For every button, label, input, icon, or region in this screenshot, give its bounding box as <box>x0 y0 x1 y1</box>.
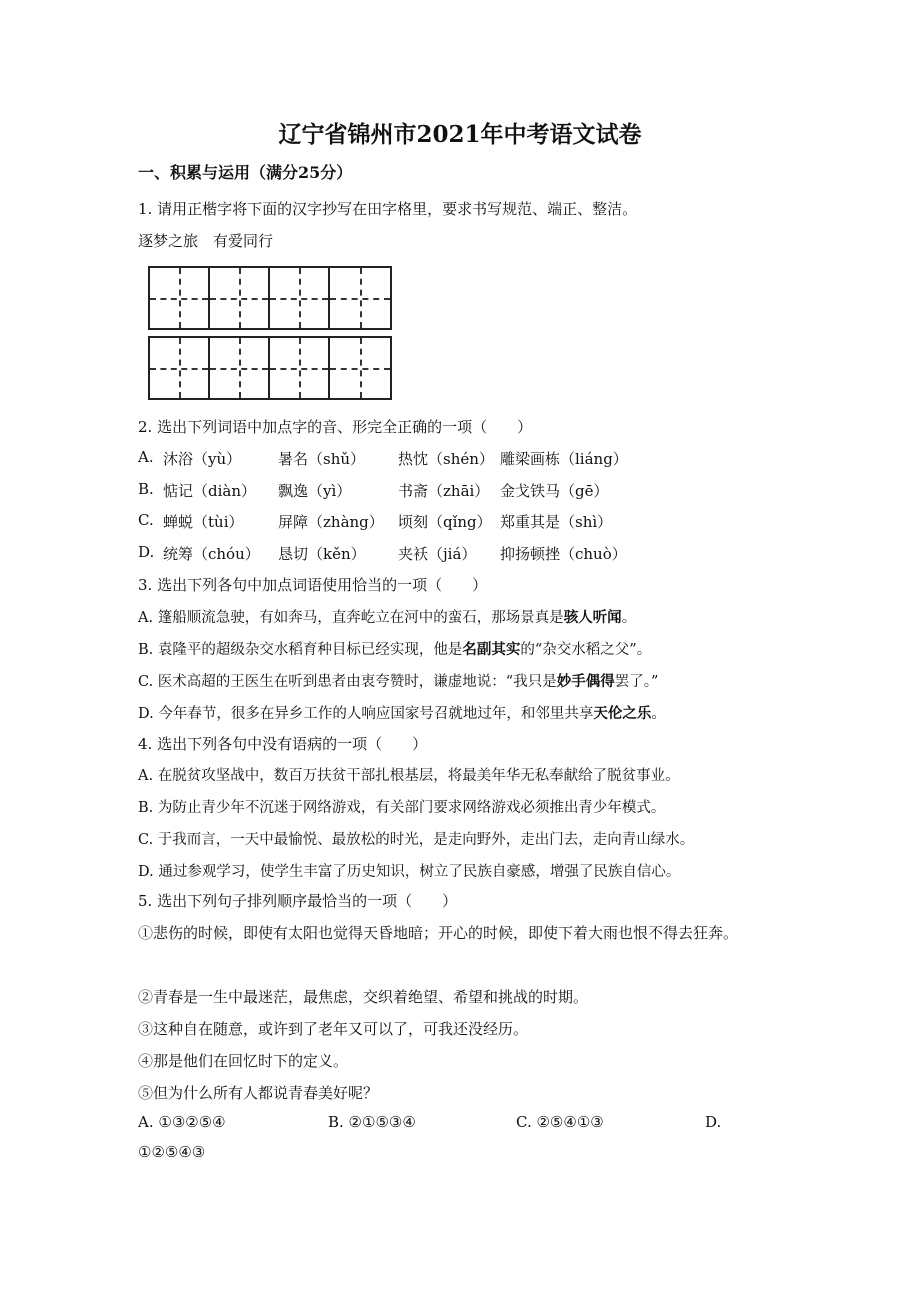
q2-option-label[interactable]: D. <box>138 542 155 561</box>
tianzige-row-2[interactable] <box>148 336 392 400</box>
q3-option-text: D. 今年春节，很多在异乡工作的人响应国家号召就地过年，和邻里共享 <box>138 706 594 722</box>
grid-cell[interactable] <box>210 268 270 328</box>
q3-option[interactable] <box>138 638 651 659</box>
q2-option-item: 沐浴（yù） <box>163 450 242 468</box>
grid-cell[interactable] <box>330 268 390 328</box>
q3-option-text-end: 。 <box>621 610 637 626</box>
q2-stem: 2. 选出下列词语中加点字的音、形完全正确的一项（ ） <box>138 418 533 436</box>
q2-option-item: 顷刻（qǐng） <box>398 513 492 531</box>
q3-option[interactable] <box>138 670 658 691</box>
q2-option-item: 金戈铁马（gē） <box>500 481 609 500</box>
q5-choice-a[interactable]: A. ①③②⑤④ <box>138 1113 226 1131</box>
q2-option-item: 雕梁画栋（liáng） <box>500 450 628 468</box>
q2-option-item: 热忱（shén） <box>398 450 494 468</box>
q3-option-text: C. 医术高超的王医生在听到患者由衷夸赞时，谦虚地说：“我只是 <box>138 674 557 690</box>
q1-text: 逐梦之旅 有爱同行 <box>138 232 274 250</box>
q3-option-text-end: 罢了。” <box>614 674 659 690</box>
q3-emphasized-phrase: 名副其实 <box>462 641 521 658</box>
q5-sentence-1: ①悲伤的时候，即使有太阳也觉得天昏地暗；开心的时候，即使下着大雨也恨不得去狂奔。 <box>138 924 739 942</box>
grid-cell[interactable] <box>330 338 390 398</box>
q2-option-item: 抑扬顿挫（chuò） <box>500 544 627 563</box>
q5-stem: 5. 选出下列句子排列顺序最恰当的一项（ ） <box>138 892 458 910</box>
q2-option-label[interactable]: A. <box>138 448 154 466</box>
q2-option-item: 屏障（zhàng） <box>278 513 384 531</box>
q2-option-item: 恳切（kěn） <box>278 544 366 563</box>
grid-cell[interactable] <box>270 338 330 398</box>
q2-option-item: 暑名（shǔ） <box>278 450 366 468</box>
q3-option-text-end: 。 <box>651 706 666 722</box>
q4-stem: 4. 选出下列各句中没有语病的一项（ ） <box>138 735 428 753</box>
q2-option-item: 夹袄（jiá） <box>398 544 477 563</box>
q5-choice-b[interactable]: B. ②①⑤③④ <box>328 1113 416 1131</box>
q5-choice-c[interactable]: C. ②⑤④①③ <box>516 1113 604 1131</box>
q2-option-item: 惦记（diàn） <box>163 481 257 500</box>
q3-option-text-end: 的“杂交水稻之父”。 <box>520 642 652 658</box>
q2-option-item: 飘逸（yì） <box>278 481 352 500</box>
q4-option[interactable]: C. 于我而言，一天中最愉悦、最放松的时光，是走向野外，走出门去，走向青山绿水。 <box>138 832 695 848</box>
q5-choice-d[interactable]: D. <box>705 1113 722 1131</box>
q1-stem: 1. 请用正楷字将下面的汉字抄写在田字格里，要求书写规范、端正、整洁。 <box>138 200 638 218</box>
q3-stem: 3. 选出下列各句中加点词语使用恰当的一项（ ） <box>138 576 488 594</box>
q2-option-label[interactable]: C. <box>138 511 154 529</box>
q5-sentence-2: ②青春是一生中最迷茫，最焦虑，交织着绝望、希望和挑战的时期。 <box>138 988 589 1006</box>
q3-option[interactable] <box>138 606 636 627</box>
q3-emphasized-phrase: 妙手偶得 <box>556 673 615 690</box>
q5-sentence-5: ⑤但为什么所有人都说青春美好呢？ <box>138 1084 379 1102</box>
q4-option[interactable]: A. 在脱贫攻坚战中，数百万扶贫干部扎根基层，将最美年华无私奉献给了脱贫事业。 <box>138 768 680 784</box>
q3-option-text: B. 袁隆平的超级杂交水稻育种目标已经实现，他是 <box>138 642 463 658</box>
q4-option[interactable]: D. 通过参观学习，使学生丰富了历史知识，树立了民族自豪感，增强了民族自信心。 <box>138 864 681 880</box>
q5-sentence-4: ④那是他们在回忆时下的定义。 <box>138 1052 349 1070</box>
grid-cell[interactable] <box>270 268 330 328</box>
q2-option-item: 蝉蜕（tùi） <box>163 513 244 531</box>
section-heading: 一、积累与运用（满分25分） <box>138 163 353 182</box>
grid-cell[interactable] <box>150 338 210 398</box>
tianzige-row-1[interactable] <box>148 266 392 330</box>
q2-option-label[interactable]: B. <box>138 479 154 498</box>
q3-emphasized-phrase: 天伦之乐 <box>593 705 652 722</box>
q4-option[interactable]: B. 为防止青少年不沉迷于网络游戏，有关部门要求网络游戏必须推出青少年模式。 <box>138 800 666 816</box>
q3-option[interactable] <box>138 702 666 723</box>
q5-choice-d-value: ①②⑤④③ <box>138 1143 206 1161</box>
q2-option-item: 统筹（chóu） <box>163 544 260 563</box>
page-title: 辽宁省锦州市2021年中考语文试卷 <box>278 121 642 148</box>
grid-cell[interactable] <box>210 338 270 398</box>
q5-sentence-3: ③这种自在随意，或许到了老年又可以了，可我还没经历。 <box>138 1020 529 1038</box>
q2-option-item: 书斋（zhāi） <box>398 481 490 500</box>
q2-option-item: 郑重其是（shì） <box>500 513 613 531</box>
q3-emphasized-phrase: 骇人听闻 <box>563 609 622 626</box>
q3-option-text: A. 篷船顺流急驶，有如奔马，直奔屹立在河中的蛮石，那场景真是 <box>138 610 564 626</box>
grid-cell[interactable] <box>150 268 210 328</box>
